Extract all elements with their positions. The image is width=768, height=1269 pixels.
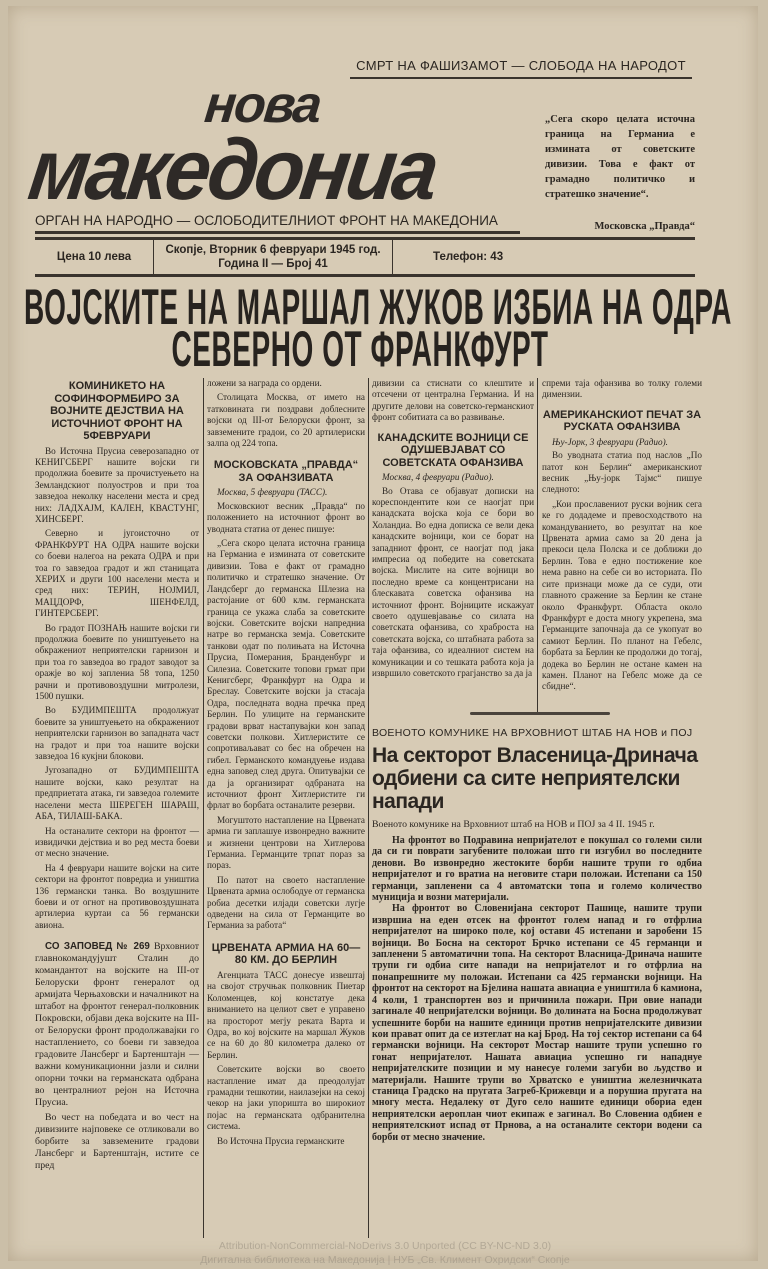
logo-makedonia: македониа [23,122,442,218]
paragraph: Во градот ПОЗНАЊ нашите војски ги продолжиа боевите по уништуењето на обкражениот неприятелски гарнизон и при тоа го завзедоа во градот заводот за оражје во кој заплениа 58 топа, 1250 рачни и противовоздушни митролези, 1500 пушки. [35,622,199,702]
story-subhead: Военото комунике на Врховниот штаб на НОВ и ПОЈ за 4 II. 1945 г. [372,819,655,830]
paragraph: „Кои прославениот руски војник сега ке го додадеме и превосходството на командуванието, во резултат на кое Црвената армиа само за 20 дена ја прекоси цела Полска и се доближи до Берлин. Това е едно постижение кое нема равно на себе си во историата. По сите признаци може да се суди, оти главното сражение за Берлин ке стане около Франкфурт. Областа около Франкфурт е доста многу укрепена, зма Германците започнаја да се укопуат во самиот Берлин. По планот на Гебелс, борбата за Берлин ке продолжи до тогај, додека во Берлин не остане камен на камен. Планот на Гебелс може да се сбидне“. [542,498,702,692]
paragraph: Во Источна Прусиа германските [217,1135,345,1146]
paragraph: На фронтот во Словенијана секторот Пашице, нашите трупи извршиа на еден отсек на фронтот голем напад и го отфрлиа непријателот на широко поле, кој остави 45 истепани и заробени 15 војници. Во Босна на секторот Брчко истепани се 45 германци и запленени 5 автоматични топа. На секторот Власница-Дринача нашите трупи ги одбиа сите напади на непријателот и го отфрлиа на понапрешните му положаи. Истепани са 425 германски војници. На фронтот на секторот на Бјелина нашата авиациа е уништила 6 камиона, 4 коли, 1 транспортен воз и причинила пожари. При овие напади загинале 40 непријателски војници. Во долината на Босна продолжуват успешните борби на нашите единици против непријателските дивизии кои прават опит да се изтеглат на кај Брод. На тој сектор истепани са 64 германски војници. На секторот Мостар нашите трупи успешно го гонат непријателот. Нашата авиациа успешно ги нападнуе непријателските позиции и му нанесуе големи загуби во људство и материјали. Нашите трупи во Хрватско е уништиа железничката станица Градско на пругата Загреб-Крижевци и а порушиа пругата на многу места. Недалеку от Дуго село нашите единици обориа еден неприятелски аероплан чиот екипаж е загинал. Во Словениа одбиен е неприятелскиот испад от Прнова, а на останалите сектори водени са борби от месно значение. [372,903,702,1143]
article-heading: КАНАДСКИТЕ ВОЈНИЦИ СЕ ОДУШЕВЈАВАТ СО СОВЕТСКАТА ОФАНЗИВА [377,431,529,469]
phone-text: Телефон: 43 [433,251,504,263]
paragraph: Столицата Москва, от името на татковината ги поздрави доблесните војски од III-от Белоруски фронт, за завземените градои, со 20 артилериски залпа од 224 топа. [207,392,365,449]
organ-line: ОРГАН НА НАРОДНО — ОСЛОБОДИТЕЛНИОТ ФРОНТ НА МАКЕДОНИА [35,213,498,228]
paragraph: Во БУДИМПЕШТА продолжуат боевите за уништуењето на обкражениот неприятелски гарнизон во западната част на градот и при тоа нашите војски завзедоа 16 кукјни блокови. [35,705,199,762]
ornament-divider [470,712,610,715]
masthead-quote: „Сега скоро целата источна граница на Германиа е измината от советските дивизии. Това е факт от грамадно политичко и стратешко значение“. [545,114,695,200]
story [372,726,702,1238]
paragraph: Могуштото настапление на Црвената армиа ги заплашуе извонредно важните и жизнени центрови на Хитлерова Германиа. Германците трпат пораз за пораз. [207,814,365,871]
paragraph: дивизии са стиснати со клештите и отсечени от централна Германиа. И на другите делови на советско-германскиот фронт собитиата са во развивање. [372,378,534,423]
masthead-rule [35,231,520,234]
paragraph: Советските војски во своето настапление имат да преодолујат грамадни тешкотии, наилазејки на секој чекор на јаки упоришта во широкиот појас на германската одбранителна система. [207,1064,365,1132]
story-body [372,835,702,1143]
order-lead: СО ЗАПОВЕД № 269 [45,941,150,953]
column-2 [207,378,365,1238]
phone [393,240,695,274]
paragraph: На 4 февруари нашите војски на сите сектори на фронтот повредиа и уништиа 136 германски танка. Во воздушните боеви и от огнот на противовоздушната артилериа куртаи са 56 германски авиона. [35,862,199,930]
dateline: Москва, 5 февруари (ТАСС). [217,487,328,498]
paragraph: спреми таја офанзива во толку големи димензии. [542,378,702,400]
paragraph: Московскиот весник „Правда“ по положението на источниот фронт во уводната статиа от денес пишуе: [207,500,365,534]
column-1 [35,378,199,1238]
paragraph: На останалите сектори на фронтот — извидички дејствиа и во ред места боеви от месно значение. [35,825,199,859]
issue-date [154,240,393,274]
paragraph: На фронтот во Подравина непријателот е покушал со големи сили да си ги поврати загубените положаи што ги изгубил во последните денови. Во извонредно жестоките борби нашите трупи го одбиа непријателот и го вратиа на неговите стари положаи. Истепани са 150 германци, запленени са 4 автоматски топа и големо количество муниција и возни материјали. [372,835,702,904]
issue-number: Година II — Број 41 [218,258,328,270]
story-headline: На секторот Власеница-Дринача одбиени са сите неприятелски напади [372,744,698,813]
paragraph: „Сега скоро целата источна граница на Германиа е измината от советските дивизии. Това е факт от грамадно политичко и стратешко значение. От Ландсберг до германска Шлезиа на растојание от 600 клм. германската граница се укажа слаба за советските војски. Советските војски напредниа натре во германска земја. Советските танкови одат по полињата на Источна Прусиа, Померания, Бранденбург и Силезиа. Советските топови грмат при Кенигсберг, Франкфурт на Одра и Бреслау. Советските војски ја стасаја Одра, последната водна пречка пред Берлин. По улиците на германските градови врват настапувајки кон запад советски полкови. Хитлеристите се сопротиваљават со бес на обречен на гибел. Германското командуење издава една заповед след друга. Опитувајки се да ја организират одбраната на источниот фронт Хитлеристите ги фрлат во борбата останалите резерви. [207,538,365,811]
main-headline-line1: ВОЈСКИТЕ НА МАРШАЛ ЖУКОВ ИЗБИА НА ОДРА [24,279,732,335]
paragraph: ложени за награда со ордени. [207,378,322,388]
library-watermark: Дигитална библиотека на Македонија | НУБ „Св. Климент Охридски“ Скопје [200,1254,570,1266]
column-3 [372,378,534,708]
dateline: Москва, 4 февруари (Радио). [382,472,494,483]
date-text: Скопје, Вторник 6 февруари 1945 год. [165,244,381,256]
article-heading: ЦРВЕНАТА АРМИА НА 60—80 КМ. ДО БЕРЛИН [211,941,361,967]
paragraph: Југозападно от БУДИМПЕШТА нашите војски, како резултат на предприетата атака, ги завзедоа големите населени места ШЕРЕГЕН ШАРАШ, АБА, ТИЛАШ-БАКА. [35,765,199,822]
masthead-quote-source: Московска „Правда“ [594,221,695,232]
paragraph: Агенциата ТАСС донесуе извештај на својот стручњак полковник Пиетар Коломенцев, кој констатуе дека вниманието на целиот свет е управено на просторот мегју реката Варта и Одра, во кој војските на маршал Жуков се на 60 до 80 километра далеко от Берлин. [207,969,365,1060]
dateline: Њу-Јорк, 3 февруари (Радио). [552,436,668,447]
column-divider [203,378,204,1238]
article-heading: МОСКОВСКАТА „ПРАВДА“ ЗА ОФАНЗИВАТА [213,459,359,484]
license-watermark: Attribution-NonCommercial-NoDerivs 3.0 Unported (CC BY-NC-ND 3.0) [218,1240,552,1252]
main-headline-line2: СЕВЕРНО ОТ ФРАНКФУРТ [171,321,549,377]
story-kicker: ВОЕНОТО КОМУНИКЕ НА ВРХОВНИОТ ШТАБ НА НОВ и ПОЈ [372,727,693,739]
date-bar [35,237,695,277]
column-divider [537,378,538,713]
logo-nova: нова [201,76,323,134]
paragraph: По патот на своето настапление Црвената армиа ослободуе от германска робиа десетки илјади советски лугје одведени на сила от Германците во Германиа за работа“ [207,874,365,931]
order-paragraph [35,941,199,1109]
paragraph: Во чест на победата и во чест на дивизиите најповеке се отликовали во борбите за завземените градови Лансберг и Бартенштајн, истите се пред [35,1112,199,1172]
price [35,240,154,274]
paragraph: Во Источна Прусиа северозападно от КЕНИГСБЕРГ нашите војски ги продолжиа боевите за прочистуењето на Земландскиот полуостров и при тоа завзедоа неколку населени места и сред них: ЛАДХАЈМ, КАЛЕН, КВАСТУНГ, ХИНСБЕРГ. [35,445,199,524]
price-text: Цена 10 лева [56,251,132,263]
column-divider [368,378,369,1238]
order-text: Врховниот главнокомандујушт Сталин до командантот на војските на III-от Белоруски фронт генералот од армијата Черњаховски и началникот на штабот на фронтот генерал-полковник Покровски, објави дека војските на III-от Белоруски фронт продолжавајки го настаплението, со боеви ги завзедоа градовите Лансберг и Бартенштајн — важни комуникационни јазли и силни опорни точки на германската одбрана во централниот рејон на Источна Прусиа. [35,941,199,1109]
article-heading: КОМИНИКЕТО НА СОФИНФОРМБИРО ЗА ВОЈНИТЕ ДЕЈСТВИА НА ИСТОЧНИОТ ФРОНТ НА 5ФЕВРУАРИ [50,380,184,442]
paragraph: Северно и југоисточно от ФРАНКФУРТ НА ОДРА нашите војски со боеви налегоа на реката ОДРА и при тоа го завзедоа градот и жп станицата ХЕРИХ и други 100 населени места и сред них: ТЕРИН, НОЈМИЛ, МАЦДОРФ, ШЕНФЕЛД, ГИНТЕРСБЕРГ. [35,528,199,619]
paragraph: Во уводната статиа под наслов „По патот кон Берлин“ американскиот весник „Њу-јорк Тајмс“ пишуе следното: [542,450,702,495]
article-heading: АМЕРИКАНСКИОТ ПЕЧАТ ЗА РУСКАТА ОФАНЗИВА [542,408,702,434]
paragraph: Во Отава се објавуат дописки на кореспондентите кои се наогјат при канадската војска која се бори во Холандиа. Во една дописка се вели дека канадските војници, кои се борат на западниот фронт, се наогјат под јака импресиа од победите на советската војска. Мислите на сите војници во последно време са концентрисани на блескавата советска офанзива на источниот фронт. Војниците искажуат своето одушевјавање со силата на советската офанзива, со храброста на советската војска, со штабната работа за таја офанзива, со идеалниот систем на комуникации и со тешката работа која ја извршило советското грагјанство за да ја [372,485,534,679]
column-4 [542,378,702,708]
masthead-slogan: СМРТ НА ФАШИЗАМОТ — СЛОБОДА НА НАРОДОТ [350,58,692,79]
